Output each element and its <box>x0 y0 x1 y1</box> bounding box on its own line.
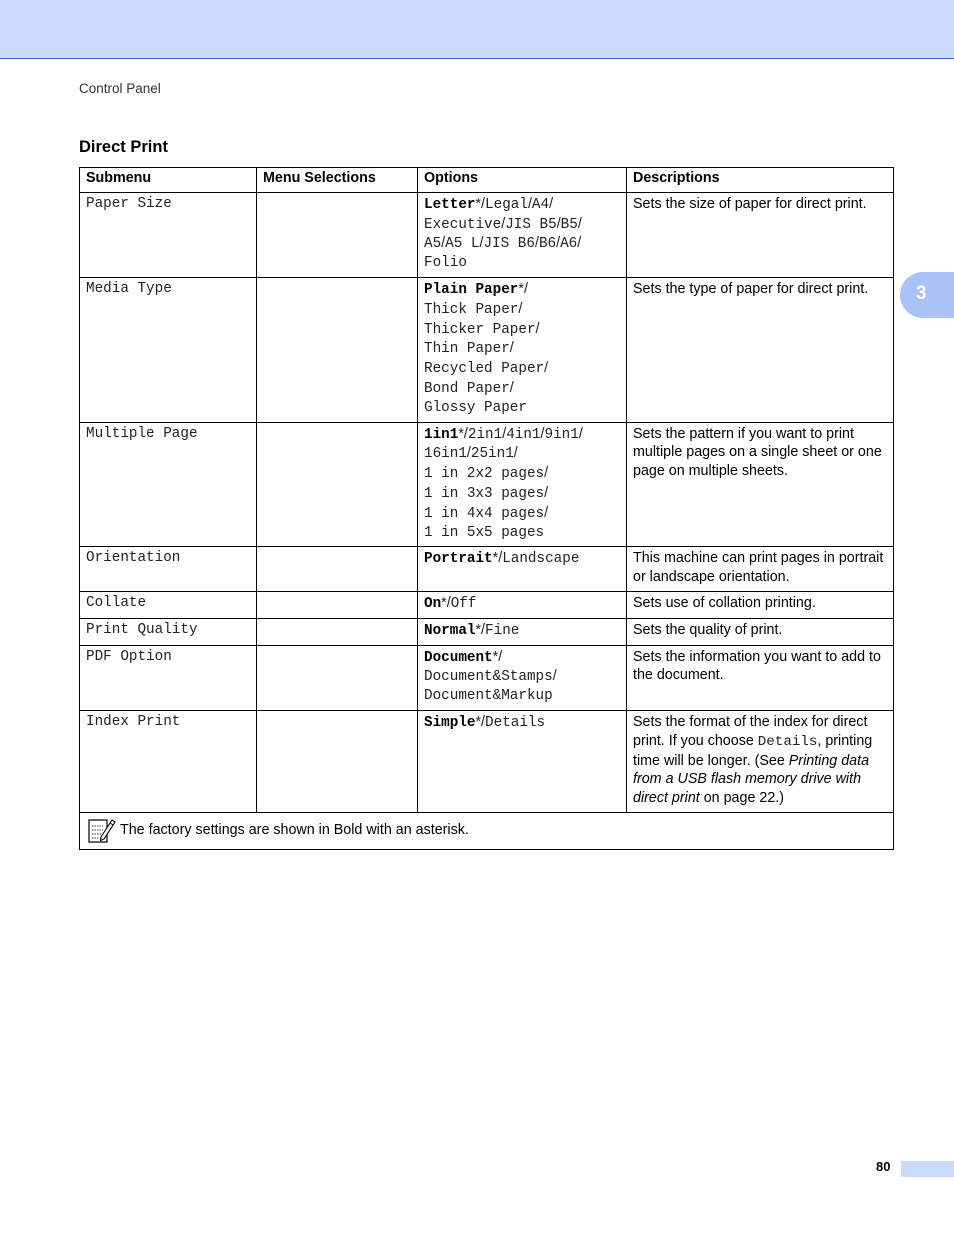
option-value: A4 <box>531 196 550 213</box>
submenu-cell: Media Type <box>80 277 257 422</box>
description-cell <box>627 277 894 422</box>
table-row <box>80 645 894 710</box>
description-text: Sets the pattern if you want to print multiple pages on a single sheet or one page on multiple sheets. <box>633 425 882 480</box>
option-value: 1 in 5x5 pages <box>424 524 545 541</box>
option-line <box>424 425 620 445</box>
option-value: Document&Markup <box>424 688 553 705</box>
option-line <box>424 234 620 254</box>
option-separator: / <box>509 340 514 357</box>
option-value: Fine <box>485 622 520 639</box>
description-cell <box>627 422 894 547</box>
table-row <box>80 422 894 547</box>
option-separator: / <box>509 379 514 396</box>
option-value: 1 in 3x3 pages <box>424 485 545 502</box>
description-cell <box>627 192 894 277</box>
option-line <box>424 379 620 399</box>
option-separator: / <box>527 195 532 212</box>
description-cell <box>627 618 894 645</box>
option-line <box>424 594 620 614</box>
submenu-cell: Collate <box>80 591 257 618</box>
option-separator: / <box>466 445 471 462</box>
option-value: Folio <box>424 255 467 272</box>
options-cell <box>418 710 627 812</box>
option-separator: / <box>577 235 582 252</box>
option-default: Portrait <box>424 551 493 568</box>
option-value: 2in1 <box>467 426 503 443</box>
option-separator: / <box>534 235 539 252</box>
description-cell <box>627 547 894 592</box>
page-number-bar <box>901 1161 954 1177</box>
options-cell <box>418 591 627 618</box>
page-number: 80 <box>876 1159 891 1174</box>
options-cell <box>418 422 627 547</box>
table-row <box>80 192 894 277</box>
submenu-cell: Orientation <box>80 547 257 592</box>
menu-selection-cell <box>257 422 418 547</box>
option-value: B5 <box>560 216 578 233</box>
option-line <box>424 687 620 706</box>
submenu-cell: Index Print <box>80 710 257 812</box>
option-line <box>424 195 620 215</box>
option-value: JIS B5 <box>505 216 557 233</box>
option-separator: */ <box>475 713 486 730</box>
option-separator: / <box>513 445 518 462</box>
table-row <box>80 277 894 422</box>
description-text: Sets the type of paper for direct print. <box>633 280 869 297</box>
option-separator: */ <box>518 280 528 297</box>
menu-selection-cell <box>257 618 418 645</box>
option-separator: */ <box>458 425 468 442</box>
menu-selection-cell <box>257 277 418 422</box>
option-line <box>424 464 620 484</box>
option-value: A5 L <box>445 236 480 253</box>
note-text: The factory settings are shown in Bold with an asterisk. <box>120 821 469 838</box>
option-line <box>424 444 620 464</box>
description-text: on page 22.) <box>699 790 785 807</box>
options-cell <box>418 547 627 592</box>
options-cell <box>418 645 627 710</box>
inline-code: Details <box>757 733 818 750</box>
option-line <box>424 667 620 687</box>
chapter-number: 3 <box>916 283 927 304</box>
option-default: Letter <box>424 196 476 213</box>
table-header-row <box>80 168 894 193</box>
option-line <box>424 621 620 641</box>
option-line <box>424 399 620 418</box>
option-separator: / <box>544 484 549 501</box>
menu-selection-cell <box>257 192 418 277</box>
description-cell <box>627 645 894 710</box>
table-row <box>80 618 894 645</box>
description-text: Sets the size of paper for direct print. <box>633 195 867 212</box>
option-separator: / <box>540 425 545 442</box>
menu-selection-cell <box>257 591 418 618</box>
option-line <box>424 359 620 379</box>
option-separator: / <box>556 235 561 252</box>
option-separator: / <box>577 215 582 232</box>
table-row <box>80 591 894 618</box>
option-value: 4in1 <box>506 426 541 443</box>
header-band <box>0 0 954 59</box>
section-title: Direct Print <box>79 138 168 156</box>
option-separator: */ <box>475 195 486 212</box>
description-text: , printing time will be longer. (See <box>633 732 873 769</box>
option-value: Thick Paper <box>424 301 519 318</box>
options-cell <box>418 277 627 422</box>
submenu-cell: Multiple Page <box>80 422 257 547</box>
settings-table <box>79 167 894 850</box>
option-value: 16in1 <box>424 446 467 463</box>
description-text: Sets the quality of print. <box>633 621 783 638</box>
note-cell <box>80 812 894 849</box>
option-default: Normal <box>424 622 476 639</box>
option-separator: / <box>552 668 557 685</box>
option-separator: */ <box>492 550 503 567</box>
option-separator: / <box>501 215 506 232</box>
option-line <box>424 484 620 504</box>
option-line <box>424 504 620 524</box>
description-cell <box>627 710 894 812</box>
option-value: Thicker Paper <box>424 321 536 338</box>
option-value: Document&Stamps <box>424 669 553 686</box>
option-value: A5 <box>424 236 442 253</box>
option-value: Glossy Paper <box>424 399 527 416</box>
option-line <box>424 300 620 320</box>
col-header-submenu: Submenu <box>80 168 257 193</box>
menu-selection-cell <box>257 710 418 812</box>
option-value: A6 <box>560 236 578 253</box>
description-text: Sets use of collation printing. <box>633 594 816 611</box>
table-row <box>80 710 894 812</box>
option-separator: / <box>549 195 554 212</box>
col-header-menu-selections: Menu Selections <box>257 168 418 193</box>
option-value: 1 in 4x4 pages <box>424 505 545 522</box>
option-default: 1in1 <box>424 426 459 443</box>
running-header: Control Panel <box>79 81 161 96</box>
description-text: Sets the format of the index for direct print. If you choose <box>633 713 868 749</box>
option-value: Landscape <box>502 551 580 568</box>
option-value: Recycled Paper <box>424 361 545 378</box>
option-line <box>424 648 620 668</box>
option-line <box>424 254 620 273</box>
option-value: 1 in 2x2 pages <box>424 466 545 483</box>
option-value: 9in1 <box>544 426 579 443</box>
option-line <box>424 280 620 300</box>
menu-selection-cell <box>257 645 418 710</box>
option-value: Details <box>485 714 546 731</box>
option-value: Executive <box>424 216 502 233</box>
option-line <box>424 549 620 569</box>
option-separator: / <box>502 425 507 442</box>
option-value: Legal <box>485 196 528 213</box>
option-value: Bond Paper <box>424 380 510 397</box>
option-separator: / <box>441 235 446 252</box>
option-default: Simple <box>424 714 476 731</box>
option-line <box>424 215 620 235</box>
option-separator: / <box>535 320 540 337</box>
option-line <box>424 713 620 733</box>
option-value: Thin Paper <box>424 341 510 358</box>
option-default: On <box>424 595 442 612</box>
description-cell <box>627 591 894 618</box>
option-separator: */ <box>441 594 451 611</box>
col-header-options: Options <box>418 168 627 193</box>
note-row <box>80 812 894 849</box>
options-cell <box>418 618 627 645</box>
option-default: Plain Paper <box>424 281 519 298</box>
option-value: 25in1 <box>470 446 514 463</box>
options-cell <box>418 192 627 277</box>
chapter-tab <box>900 272 954 318</box>
option-line <box>424 339 620 359</box>
submenu-cell: PDF Option <box>80 645 257 710</box>
option-separator: / <box>518 300 523 317</box>
table-row <box>80 547 894 592</box>
col-header-descriptions: Descriptions <box>627 168 894 193</box>
option-separator: / <box>479 235 484 252</box>
submenu-cell: Paper Size <box>80 192 257 277</box>
submenu-cell: Print Quality <box>80 618 257 645</box>
option-separator: / <box>578 425 583 442</box>
cross-reference: Printing data from a USB flash memory drive with direct print <box>633 752 870 807</box>
option-separator: / <box>556 215 561 232</box>
option-value: B6 <box>538 236 557 253</box>
memo-pencil-icon <box>86 815 116 845</box>
option-separator: / <box>544 360 549 377</box>
option-value: Off <box>450 595 477 612</box>
description-text: This machine can print pages in portrait or landscape orientation. <box>633 550 884 586</box>
option-separator: */ <box>475 621 486 638</box>
description-text: Sets the information you want to add to the document. <box>633 648 881 684</box>
option-line <box>424 524 620 543</box>
option-line <box>424 320 620 340</box>
option-value: JIS B6 <box>483 236 535 253</box>
option-separator: */ <box>492 648 503 665</box>
option-separator: / <box>544 504 549 521</box>
option-default: Document <box>424 649 493 666</box>
option-separator: / <box>544 465 549 482</box>
menu-selection-cell <box>257 547 418 592</box>
